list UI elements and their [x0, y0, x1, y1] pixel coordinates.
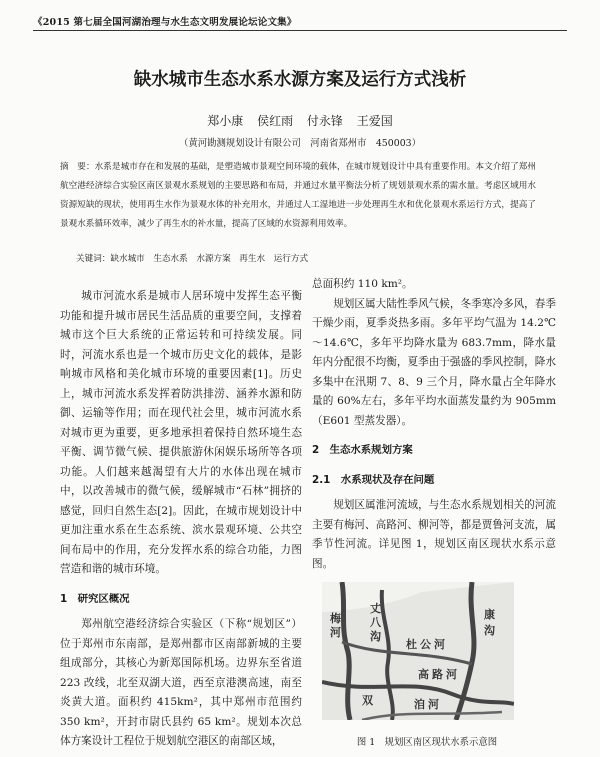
map-label: 高 [418, 668, 429, 681]
body-column-right [312, 275, 556, 574]
map-label: 双 [362, 694, 373, 707]
body-column-left [60, 287, 302, 752]
intro-paragraph: 城市河流水系是城市人居环境中发挥生态平衡功能和提升城市居民生活品质的重要空间，支撑着城市这个巨大系统的正常运转和可持续发展。同时，河流水系也是一个城市历史文化的载体，是影响城市风格和美化城市环境的重要因素[1]。历史上，城市河流水系发挥着防洪排涝、涵养水源和防御、运输等作用；而在现代社会里，城市河流水系对城市更为重要，更多地承担着保持自然环境生态平衡、调节微气候、提供旅游休闲娱乐场所等各项功能。人们越来越渴望有大片的水体出现在城市中，以改善城市的微气候，缓解城市“石林”拥挤的感觉，回归自然生态[2]。因此，在城市规划设计中更加注重水系在生态系统、滨水景观环境、公共空间布局中的作用，充分发挥水系的综合功能，力图营造和谐的城市环境。 [60, 290, 302, 575]
figure-caption: 图 1 规划区南区现状水系示意图 [356, 737, 498, 748]
map-label: 康 [484, 608, 495, 621]
river-map-figure [322, 582, 514, 720]
map-label: 河 [434, 638, 445, 651]
map-label: 河 [446, 668, 457, 681]
map-label: 梅 [330, 612, 341, 625]
map-label: 河 [330, 626, 341, 639]
header-rule [33, 30, 567, 31]
map-label: 杜 [406, 638, 417, 651]
map-label: 河 [428, 698, 439, 711]
water-status-paragraph: 规划区属淮河流域，与生态水系规划相关的河流主要有梅河、高路河、柳河等，都是贾鲁河支流，属季节性河流。详见图 1，规划区南区现状水系示意图。 [312, 499, 556, 570]
map-label: 沟 [370, 630, 381, 643]
map-label: 沟 [484, 624, 495, 637]
section-heading-2: 2 生态水系规划方案 [312, 444, 413, 456]
keywords: 关键词：缺水城市 生态水系 水源方案 再生水 运行方式 [76, 254, 309, 264]
running-head: 《2015 第七届全国河湖治理与水生态文明发展论坛论文集》 [33, 17, 297, 28]
author-list: 郑小康 侯红雨 付永锋 王爱国 [207, 114, 393, 128]
map-label: 八 [370, 616, 381, 629]
map-label: 丈 [370, 602, 381, 615]
section-heading-1: 1 研究区概况 [60, 592, 130, 605]
affiliation: （黄河勘测规划设计有限公司 河南省郑州市 450003） [178, 138, 422, 149]
climate-paragraph: 规划区属大陆性季风气候，冬季寒冷多风，春季干燥少雨，夏季炎热多雨。多年平均气温为 14.2℃～14.6℃，多年平均降水量为 683.7mm，降水量年内分配很不均衡，夏季由于强盛的季风控制，降水多集中在汛期 7、8、9 三个月，降水量占全年降水量的 60%左右，多年平均水面蒸发量约为 905mm（E601 型蒸发器）。 [312, 297, 556, 427]
abstract: 摘 要：水系是城市存在和发展的基础，是塑造城市景观空间环境的载体，在城市规划设计中具有重要作用。本文介绍了郑州航空港经济综合实验区南区景观水系规划的主要思路和布局，并通过水量平衡法分析了规划景观水系的需水量。考虑区域用水资源短缺的现状，使用再生水作为景观水体的补充用水，并通过人工湿地进一步处理再生水和优化景观水系运行方式，提高了景观水系循环效率，减少了再生水的补水量，提高了区域的水资源利用效率。 [60, 162, 536, 229]
paper-title: 缺水城市生态水系水源方案及运行方式浅析 [133, 70, 467, 90]
study-area-paragraph: 郑州航空港经济综合实验区（下称“规划区”）位于郑州市东南部，是郑州都市区南部新城的主要组成部分，其核心为新郑国际机场。边界东至省道 223 改线，北至双湖大道，西至京港澳高速，南至炎黄大道。面积约 415km²，其中郑州市范围约 350 km²，开封市尉氏县约 65 km²。规划本次总体方案设计工程位于规划航空港区的南部区域， [60, 618, 302, 747]
map-label: 洎 [414, 698, 425, 711]
section-heading-2-1: 2.1 水系现状及存在问题 [312, 473, 435, 486]
map-label: 公 [420, 638, 431, 651]
map-label: 路 [432, 668, 443, 681]
area-continuation: 总面积约 110 km²。 [312, 278, 413, 290]
